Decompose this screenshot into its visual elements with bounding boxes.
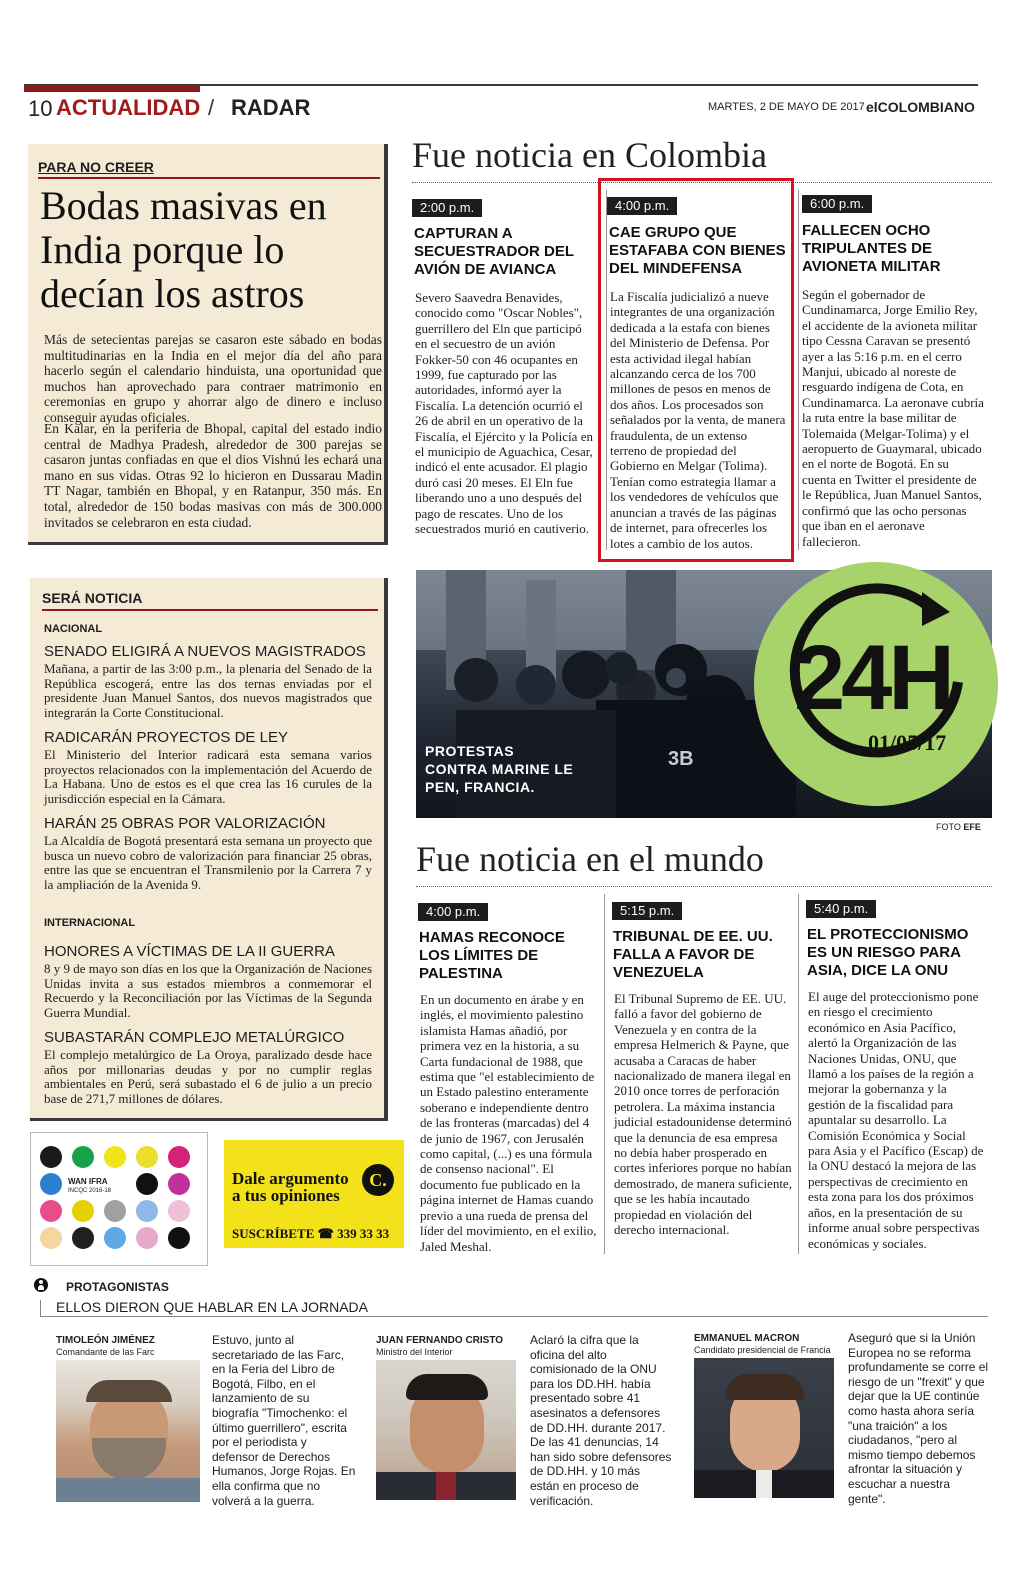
protagonistas-subtitle: ELLOS DIERON QUE HABLAR EN LA JORNADA xyxy=(56,1299,368,1315)
para-no-creer-body-1: Más de setecientas parejas se casaron este sábado en bodas multitudinarias en la India en el mejor día del año para hacerlo según el calendario hinduista, una oportunidad que muchos han aprovechado para contraer matrimonio en ceremonias en grupo y ahorrar algo de dinero e incluso conseguir ayudas oficiales. xyxy=(44,332,382,425)
mundo-heading-rule xyxy=(416,886,992,887)
swatch xyxy=(104,1146,126,1168)
protagonist-quote: Aclaró la cifra que la oficina del alto comisionado de la ONU para los DD.HH. había presentado sobre 41 asesinatos a defensores de DD.HH. durante 2017. De las 41 denuncias, 14 han sido sobre defensores de DD.HH. y 10 más están en proceso de verificación. xyxy=(530,1333,672,1508)
protagonist-role: Candidato presidencial de Francia xyxy=(694,1345,831,1355)
story-time: 5:40 p.m. xyxy=(806,900,876,918)
swatch xyxy=(40,1200,62,1222)
section-separator: / xyxy=(208,95,215,120)
section-name: ACTUALIDAD xyxy=(56,95,201,120)
story-body: Severo Saavedra Benavides, conocido como "Oscar Nobles", guerrillero del Eln que participó en el secuestro de un avión Fokker-50 con 46 ocupantes en 1999, fue capturado por las autoridades, informó ayer la Fiscalía. La detención ocurrió el 26 de abril en un operativo de la Fiscalía, el Ejército y la Policía en el municipio de Aguachica, Cesar, indicó el ente acusador. El plagio duró casi 20 meses. El Eln fue liberando uno a uno después del pago de rescates. Uno de los secuestrados murió en cautiverio. xyxy=(415,290,593,537)
photo-credit-prefix: FOTO xyxy=(936,822,961,832)
phone-icon: ☎ xyxy=(317,1226,334,1241)
story-headline: EL PROTECCIONISMO ES UN RIESGO PARA ASIA, DICE LA ONU xyxy=(807,926,969,979)
subscribe-ad-line2: a tus opiniones xyxy=(232,1186,340,1205)
protagonistas-rule xyxy=(40,1316,988,1317)
agenda-item-title: HARÁN 25 OBRAS POR VALORIZACIÓN xyxy=(44,815,326,832)
col-divider xyxy=(798,894,799,1254)
highlight-frame xyxy=(598,178,794,562)
subsection-name: RADAR xyxy=(231,95,311,120)
protagonistas-rule-left xyxy=(40,1300,41,1316)
24h-label: 24H xyxy=(794,627,951,729)
protagonist-quote: Aseguró que si la Unión Europea no se reforma profundamente se corre el riesgo de un "frexit" y que dejar que la UE continúe como hasta ahora sería "una traición" a los ciudadanos, "pero al mismo tiempo debemos afrontar la situación y escuchar a nuestra gente". xyxy=(848,1331,989,1506)
wan-ifra-sub: INCQC 2016-18 xyxy=(68,1188,112,1194)
story-headline: TRIBUNAL DE EE. UU. FALLA A FAVOR DE VENEZUELA xyxy=(613,928,773,981)
story-headline: FALLECEN OCHO TRIPULANTES DE AVIONETA MILITAR xyxy=(802,222,941,275)
swatch xyxy=(136,1173,158,1195)
swatch xyxy=(72,1146,94,1168)
issue-date: MARTES, 2 DE MAYO DE 2017 xyxy=(708,101,865,113)
story-time: 4:00 p.m. xyxy=(418,903,488,921)
protagonist-role: Ministro del Interior xyxy=(376,1347,453,1357)
swatch xyxy=(40,1146,62,1168)
story-time: 6:00 p.m. xyxy=(802,195,872,213)
colombiano-logo-letter: C. xyxy=(369,1170,387,1190)
agenda-item-title: RADICARÁN PROYECTOS DE LEY xyxy=(44,729,288,746)
story-body: En un documento en árabe y en inglés, el movimiento palestino islamista Hamas añadió, por primera vez en la historia, a su Carta fundacional de 1988, que estima que "el establecimiento de un Estado palestino enteramente soberano e independiente dentro de las fronteras (marcadas) del 4 de junio de 1967, con Jerusalén como capital, (...) es una fórmula de consenso nacional". El documento fue publicado en la página internet de Hamas cuando previo a una rueda de prensa del líder del movimiento, en el exilio, Jaled Meshal. xyxy=(420,992,597,1254)
protagonist-name: TIMOLEÓN JIMÉNEZ xyxy=(56,1335,155,1346)
protagonistas-icon xyxy=(34,1278,48,1292)
kicker-rule xyxy=(38,177,380,179)
swatch xyxy=(168,1146,190,1168)
swatch xyxy=(168,1173,190,1195)
colombiano-logo-icon xyxy=(362,1164,394,1196)
header-accent-bar xyxy=(24,86,200,92)
para-no-creer-body-2: En Kalar, en la periferia de Bhopal, capital del estado indio central de Madhya Pradesh, alrededor de 300 parejas se casaron juntas confiadas en que el dios Vishnú les echará una mano en sus vidas. Otras 92 lo hicieron en Dussarau Madin TT Nagar, también en Bhopal, y en Ratanpur, 350 más. En total, alrededor de 150 bodas masivas con más de 300.000 invitados se celebraron en esta ciudad. xyxy=(44,421,382,530)
subscribe-cta[interactable] xyxy=(232,1226,389,1242)
swatch xyxy=(104,1200,126,1222)
agenda-item-body: El Ministerio del Interior radicará esta semana varios proyectos relacionados con la implementación del Acuerdo de La Habana. Uno de estos es el que crea las 16 curules de la jurisdicción especial en la Cámara. xyxy=(44,747,372,806)
24h-date: 01/05/17 xyxy=(868,730,947,755)
para-no-creer-title: Bodas masivas en India porque lo decían los astros xyxy=(40,183,327,316)
agenda-item-title: HONORES A VÍCTIMAS DE LA II GUERRA xyxy=(44,943,335,960)
swatch xyxy=(40,1227,62,1249)
swatch xyxy=(136,1146,158,1168)
photo-credit xyxy=(936,822,981,832)
protagonist-photo xyxy=(56,1360,200,1502)
page-number: 10 xyxy=(28,96,53,121)
mundo-heading: Fue noticia en el mundo xyxy=(416,839,764,879)
protagonist-quote: Estuvo, junto al secretariado de las Farc, en la Feria del Libro de Bogotá, Filbo, en el lanzamiento de su biografía "Timochenko: el último guerrillero", escrita por el periodista y defensor de Derechos Humanos, Jorge Rojas. En ella confirma que no volverá a la guerra. xyxy=(212,1333,356,1508)
story-body: La Fiscalía judicializó a nueve integrantes de una organización dedicada a la estafa con bienes del Ministerio de Defensa. Por esta actividad ilegal habían alcanzando cerca de los 700 millones de pesos en menos de dos años. Los procesados son señalados por la venta, de manera fraudulenta, de un extenso terreno de propiedad del Gobierno en Melgar (Tolima). Tenían como estrategia llamar a los vendedores de vehículos que anuncian a través de las páginas de internet, para ofrecerles los lotes a cambio de los autos. xyxy=(610,289,786,551)
swatch xyxy=(40,1173,62,1195)
agenda-item-body: El complejo metalúrgico de La Oroya, paralizado desde hace años por millonarias deudas y por no cumplir reglas ambientales en Perú, será subastado el 6 de julio a un precio base de 271,7 millones de dólares. xyxy=(44,1047,372,1106)
story-body: El Tribunal Supremo de EE. UU. falló a favor del gobierno de Venezuela y en contra de la empresa Helmerich & Payne, que acusaba a Caracas de haber nacionalizado de manera ilegal en 2010 once torres de perforación petrolera. La máxima instancia judicial estadounidense determinó que la denuncia de esa empresa no debía haber prosperado en cortes inferiores porque no habían demostrado, de manera suficiente, que se les había incautado propiedad en violación del derecho internacional. xyxy=(614,991,792,1238)
subscribe-cta-label: SUSCRÍBETE xyxy=(232,1226,315,1241)
swatch xyxy=(72,1227,94,1249)
story-headline: HAMAS RECONOCE LOS LÍMITES DE PALESTINA xyxy=(419,929,565,982)
wan-ifra-label: WAN IFRA xyxy=(68,1177,108,1186)
swatch xyxy=(168,1200,190,1222)
swatch xyxy=(72,1200,94,1222)
col-divider xyxy=(604,894,605,1254)
swatch xyxy=(168,1227,190,1249)
story-time: 4:00 p.m. xyxy=(607,197,677,215)
para-no-creer-kicker: PARA NO CREER xyxy=(38,159,154,175)
story-headline: CAE GRUPO QUE ESTAFABA CON BIENES DEL MINDEFENSA xyxy=(609,224,786,277)
protagonistas-label: PROTAGONISTAS xyxy=(66,1280,169,1294)
story-time: 2:00 p.m. xyxy=(412,199,482,217)
protagonist-photo xyxy=(376,1360,516,1500)
agenda-item-body: Mañana, a partir de las 3:00 p.m., la plenaria del Senado de la República escogerá, entre las dos ternas enviadas por el presidente Juan Manuel Santos, dos nuevos magistrados que integrarán la Corte Constitucional. xyxy=(44,661,372,720)
story-body: El auge del proteccionismo pone en riesgo el crecimiento económico en Asia Pacífico, alertó la Organización de las Naciones Unidas, ONU, que llamó a los países de la región a mejorar la gobernanza y la gestión de la fiscalidad para apuntalar su desarrollo. La Comisión Económica y Social para Asia y el Pacífico (Escap) de la ONU destacó la mejora de las perspectivas de crecimiento en esta zona para los dos próximos años, en la presentación de su informe anual sobre perspectivas económicas y sociales. xyxy=(808,989,984,1251)
protagonist-name: EMMANUEL MACRON xyxy=(694,1333,800,1344)
story-time: 5:15 p.m. xyxy=(612,902,682,920)
internacional-label: INTERNACIONAL xyxy=(44,917,136,929)
protagonist-photo xyxy=(694,1358,834,1498)
sera-noticia-kicker: SERÁ NOTICIA xyxy=(42,590,143,606)
subscribe-phone: 339 33 33 xyxy=(337,1226,390,1241)
story-body: Según el gobernador de Cundinamarca, Jorge Emilio Rey, el accidente de la avioneta militar tipo Cessna Caravan se presentó ayer a las 5:16 p.m. en el cerro Manjui, ubicado al noreste de resguardo indígena de Cota, en Cundinamarca. La aeronave cubría la ruta entre la base militar de Tolemaida (Melgar-Tolima) y el aeropuerto de Guaymaral, ubicado en el norte de Bogotá. En su cuenta en Twitter el presidente de le República, Juan Manuel Santos, confirmó que las ocho personas que iban en el aeronave fallecieron. xyxy=(802,287,984,549)
agenda-item-title: SENADO ELIGIRÁ A NUEVOS MAGISTRADOS xyxy=(44,643,366,660)
col-divider xyxy=(798,190,799,550)
nacional-label: NACIONAL xyxy=(44,623,103,635)
newspaper-brand: elCOLOMBIANO xyxy=(866,99,975,115)
colombia-heading: Fue noticia en Colombia xyxy=(412,135,767,175)
agenda-item-body: La Alcaldía de Bogotá presentará esta semana un proyecto que busca un nuevo cobro de valorización para financiar 25 obras, entre las que se encuentran el Transmilenio por la Carrera 7 y la ampliación de la Avenida 9. xyxy=(44,833,372,892)
protagonist-role: Comandante de las Farc xyxy=(56,1347,155,1357)
swatch xyxy=(104,1227,126,1249)
swatch xyxy=(136,1227,158,1249)
helmet-number: 3B xyxy=(668,748,694,770)
agenda-item-body: 8 y 9 de mayo son días en los que la Organización de Naciones Unidas invita a sus estados miembros a conmemorar el Recuerdo y la Reconciliación por las Víctimas de la Segunda Guerra Mundial. xyxy=(44,961,372,1020)
photo-caption: PROTESTAS CONTRA MARINE LE PEN, FRANCIA. xyxy=(425,743,574,795)
kicker-rule xyxy=(42,609,378,611)
agenda-item-title: SUBASTARÁN COMPLEJO METALÚRGICO xyxy=(44,1029,345,1046)
story-headline: CAPTURAN A SECUESTRADOR DEL AVIÓN DE AVIANCA xyxy=(414,225,574,278)
protagonist-name: JUAN FERNANDO CRISTO xyxy=(376,1335,504,1346)
subscribe-ad-line1: Dale argumento xyxy=(232,1169,349,1188)
swatch xyxy=(136,1200,158,1222)
photo-credit-name: EFE xyxy=(963,822,981,832)
